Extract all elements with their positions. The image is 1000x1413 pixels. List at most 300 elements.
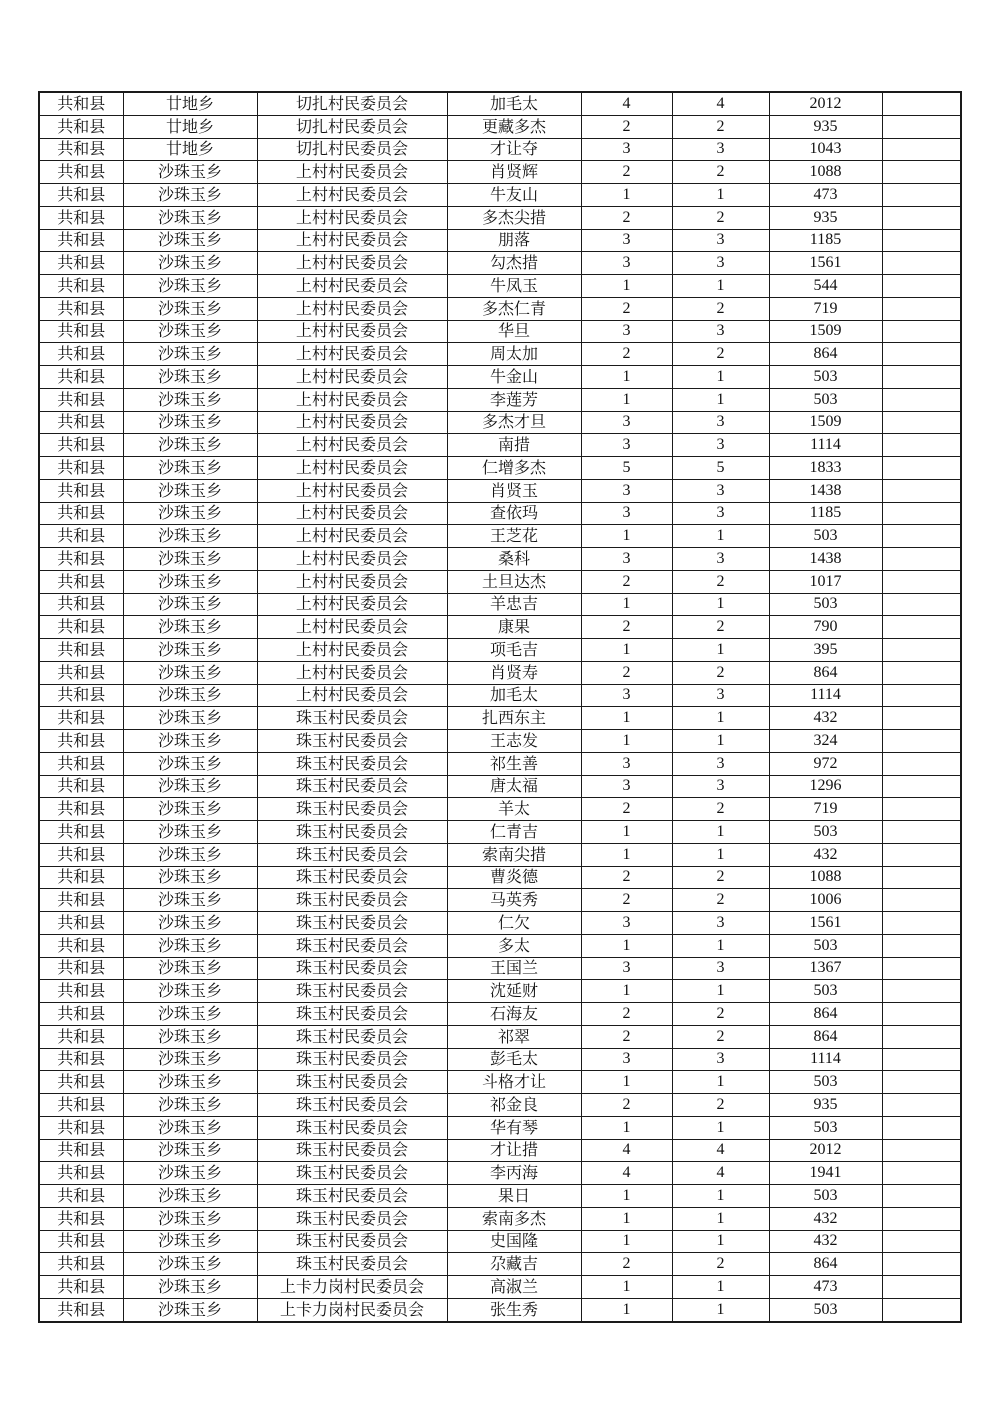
remark-cell — [882, 343, 961, 366]
county-cell: 共和县 — [39, 707, 123, 730]
village-committee-cell: 上村村民委员会 — [257, 616, 447, 639]
count-b-cell: 3 — [672, 1048, 769, 1071]
remark-cell — [882, 684, 961, 707]
table-row — [39, 957, 961, 980]
amount-cell: 935 — [769, 115, 882, 138]
count-a-cell: 1 — [581, 821, 672, 844]
count-a-cell: 1 — [581, 184, 672, 207]
name-cell: 加毛太 — [447, 684, 581, 707]
count-b-cell: 3 — [672, 229, 769, 252]
count-a-cell: 3 — [581, 548, 672, 571]
count-a-cell: 3 — [581, 684, 672, 707]
township-cell: 沙珠玉乡 — [123, 1116, 257, 1139]
table-row — [39, 297, 961, 320]
name-cell: 羊太 — [447, 798, 581, 821]
village-committee-cell: 上村村民委员会 — [257, 434, 447, 457]
county-cell: 共和县 — [39, 229, 123, 252]
count-b-cell: 3 — [672, 775, 769, 798]
count-a-cell: 4 — [581, 1139, 672, 1162]
remark-cell — [882, 252, 961, 275]
remark-cell — [882, 411, 961, 434]
amount-cell: 473 — [769, 1276, 882, 1299]
village-committee-cell: 珠玉村民委员会 — [257, 775, 447, 798]
table-row — [39, 275, 961, 298]
village-committee-cell: 上村村民委员会 — [257, 479, 447, 502]
table-row — [39, 92, 961, 115]
remark-cell — [882, 1094, 961, 1117]
name-cell: 华有琴 — [447, 1116, 581, 1139]
name-cell: 多杰才旦 — [447, 411, 581, 434]
count-b-cell: 2 — [672, 1025, 769, 1048]
name-cell: 祁翠 — [447, 1025, 581, 1048]
count-a-cell: 3 — [581, 912, 672, 935]
amount-cell: 2012 — [769, 1139, 882, 1162]
remark-cell — [882, 548, 961, 571]
table-row — [39, 1207, 961, 1230]
county-cell: 共和县 — [39, 843, 123, 866]
amount-cell: 935 — [769, 206, 882, 229]
amount-cell: 1561 — [769, 912, 882, 935]
count-b-cell: 2 — [672, 889, 769, 912]
table-row — [39, 229, 961, 252]
count-a-cell: 2 — [581, 343, 672, 366]
township-cell: 沙珠玉乡 — [123, 593, 257, 616]
count-b-cell: 2 — [672, 661, 769, 684]
amount-cell: 864 — [769, 1003, 882, 1026]
township-cell: 廿地乡 — [123, 138, 257, 161]
name-cell: 仁青吉 — [447, 821, 581, 844]
count-a-cell: 3 — [581, 752, 672, 775]
count-b-cell: 2 — [672, 570, 769, 593]
remark-cell — [882, 730, 961, 753]
county-cell: 共和县 — [39, 1185, 123, 1208]
count-a-cell: 1 — [581, 1298, 672, 1321]
township-cell: 沙珠玉乡 — [123, 1094, 257, 1117]
amount-cell: 719 — [769, 798, 882, 821]
township-cell: 沙珠玉乡 — [123, 388, 257, 411]
count-a-cell: 2 — [581, 889, 672, 912]
count-a-cell: 1 — [581, 1071, 672, 1094]
name-cell: 沈延财 — [447, 980, 581, 1003]
count-a-cell: 3 — [581, 138, 672, 161]
count-a-cell: 5 — [581, 457, 672, 480]
count-a-cell: 2 — [581, 661, 672, 684]
count-a-cell: 2 — [581, 798, 672, 821]
township-cell: 沙珠玉乡 — [123, 752, 257, 775]
name-cell: 肖贤玉 — [447, 479, 581, 502]
count-a-cell: 1 — [581, 275, 672, 298]
remark-cell — [882, 593, 961, 616]
county-cell: 共和县 — [39, 616, 123, 639]
township-cell: 沙珠玉乡 — [123, 479, 257, 502]
township-cell: 沙珠玉乡 — [123, 661, 257, 684]
remark-cell — [882, 957, 961, 980]
count-a-cell: 1 — [581, 1116, 672, 1139]
county-cell: 共和县 — [39, 479, 123, 502]
name-cell: 肖贤寿 — [447, 661, 581, 684]
amount-cell: 503 — [769, 980, 882, 1003]
township-cell: 沙珠玉乡 — [123, 957, 257, 980]
village-committee-cell: 珠玉村民委员会 — [257, 1003, 447, 1026]
county-cell: 共和县 — [39, 548, 123, 571]
remark-cell — [882, 138, 961, 161]
count-b-cell: 2 — [672, 161, 769, 184]
count-b-cell: 3 — [672, 912, 769, 935]
village-committee-cell: 珠玉村民委员会 — [257, 1185, 447, 1208]
amount-cell: 503 — [769, 388, 882, 411]
count-b-cell: 3 — [672, 320, 769, 343]
village-committee-cell: 上村村民委员会 — [257, 593, 447, 616]
table-row — [39, 570, 961, 593]
count-b-cell: 1 — [672, 184, 769, 207]
name-cell: 朋落 — [447, 229, 581, 252]
name-cell: 勾杰措 — [447, 252, 581, 275]
count-a-cell: 1 — [581, 730, 672, 753]
amount-cell: 544 — [769, 275, 882, 298]
township-cell: 沙珠玉乡 — [123, 457, 257, 480]
name-cell: 石海友 — [447, 1003, 581, 1026]
township-cell: 沙珠玉乡 — [123, 1276, 257, 1299]
remark-cell — [882, 525, 961, 548]
count-a-cell: 1 — [581, 934, 672, 957]
count-b-cell: 1 — [672, 707, 769, 730]
amount-cell: 503 — [769, 821, 882, 844]
amount-cell: 432 — [769, 1230, 882, 1253]
amount-cell: 503 — [769, 1116, 882, 1139]
village-committee-cell: 上卡力岗村民委员会 — [257, 1298, 447, 1321]
village-committee-cell: 切扎村民委员会 — [257, 115, 447, 138]
name-cell: 李丙海 — [447, 1162, 581, 1185]
table-row — [39, 843, 961, 866]
village-committee-cell: 上村村民委员会 — [257, 252, 447, 275]
table-row — [39, 684, 961, 707]
county-cell: 共和县 — [39, 92, 123, 115]
count-a-cell: 4 — [581, 1162, 672, 1185]
township-cell: 沙珠玉乡 — [123, 730, 257, 753]
county-cell: 共和县 — [39, 570, 123, 593]
count-b-cell: 1 — [672, 1116, 769, 1139]
township-cell: 沙珠玉乡 — [123, 570, 257, 593]
table-row — [39, 548, 961, 571]
count-a-cell: 3 — [581, 479, 672, 502]
name-cell: 土旦达杰 — [447, 570, 581, 593]
township-cell: 沙珠玉乡 — [123, 1207, 257, 1230]
count-a-cell: 2 — [581, 161, 672, 184]
amount-cell: 395 — [769, 639, 882, 662]
amount-cell: 1509 — [769, 320, 882, 343]
count-b-cell: 1 — [672, 1071, 769, 1094]
name-cell: 羊忠吉 — [447, 593, 581, 616]
remark-cell — [882, 1185, 961, 1208]
county-cell: 共和县 — [39, 821, 123, 844]
township-cell: 沙珠玉乡 — [123, 275, 257, 298]
county-cell: 共和县 — [39, 457, 123, 480]
name-cell: 斗格才让 — [447, 1071, 581, 1094]
county-cell: 共和县 — [39, 297, 123, 320]
table-row — [39, 1276, 961, 1299]
remark-cell — [882, 775, 961, 798]
count-a-cell: 1 — [581, 1207, 672, 1230]
count-b-cell: 3 — [672, 957, 769, 980]
county-cell: 共和县 — [39, 1025, 123, 1048]
remark-cell — [882, 161, 961, 184]
count-a-cell: 1 — [581, 980, 672, 1003]
village-committee-cell: 上村村民委员会 — [257, 275, 447, 298]
remark-cell — [882, 92, 961, 115]
village-committee-cell: 上村村民委员会 — [257, 684, 447, 707]
count-b-cell: 4 — [672, 92, 769, 115]
county-cell: 共和县 — [39, 1139, 123, 1162]
count-b-cell: 2 — [672, 343, 769, 366]
count-b-cell: 1 — [672, 843, 769, 866]
remark-cell — [882, 115, 961, 138]
table-row — [39, 343, 961, 366]
table-row — [39, 639, 961, 662]
amount-cell: 972 — [769, 752, 882, 775]
count-a-cell: 2 — [581, 616, 672, 639]
count-a-cell: 1 — [581, 388, 672, 411]
remark-cell — [882, 320, 961, 343]
count-b-cell: 1 — [672, 275, 769, 298]
county-cell: 共和县 — [39, 161, 123, 184]
village-committee-cell: 切扎村民委员会 — [257, 138, 447, 161]
count-b-cell: 2 — [672, 616, 769, 639]
count-a-cell: 3 — [581, 411, 672, 434]
name-cell: 多太 — [447, 934, 581, 957]
village-committee-cell: 上村村民委员会 — [257, 320, 447, 343]
name-cell: 史国隆 — [447, 1230, 581, 1253]
count-a-cell: 1 — [581, 639, 672, 662]
township-cell: 沙珠玉乡 — [123, 548, 257, 571]
count-a-cell: 4 — [581, 92, 672, 115]
name-cell: 仁欠 — [447, 912, 581, 935]
village-committee-cell: 上村村民委员会 — [257, 184, 447, 207]
name-cell: 牛凤玉 — [447, 275, 581, 298]
county-cell: 共和县 — [39, 775, 123, 798]
township-cell: 沙珠玉乡 — [123, 252, 257, 275]
village-committee-cell: 上村村民委员会 — [257, 388, 447, 411]
village-committee-cell: 上村村民委员会 — [257, 548, 447, 571]
township-cell: 沙珠玉乡 — [123, 1253, 257, 1276]
village-committee-cell: 珠玉村民委员会 — [257, 866, 447, 889]
count-a-cell: 2 — [581, 1025, 672, 1048]
county-cell: 共和县 — [39, 1116, 123, 1139]
count-b-cell: 2 — [672, 866, 769, 889]
amount-cell: 473 — [769, 184, 882, 207]
count-a-cell: 3 — [581, 320, 672, 343]
county-cell: 共和县 — [39, 889, 123, 912]
table-row — [39, 616, 961, 639]
name-cell: 果日 — [447, 1185, 581, 1208]
village-committee-cell: 上村村民委员会 — [257, 366, 447, 389]
amount-cell: 1367 — [769, 957, 882, 980]
name-cell: 康果 — [447, 616, 581, 639]
count-a-cell: 2 — [581, 1253, 672, 1276]
remark-cell — [882, 889, 961, 912]
table-row — [39, 161, 961, 184]
name-cell: 高淑兰 — [447, 1276, 581, 1299]
count-a-cell: 3 — [581, 775, 672, 798]
county-cell: 共和县 — [39, 434, 123, 457]
county-cell: 共和县 — [39, 343, 123, 366]
county-cell: 共和县 — [39, 184, 123, 207]
remark-cell — [882, 752, 961, 775]
remark-cell — [882, 502, 961, 525]
remark-cell — [882, 297, 961, 320]
count-b-cell: 2 — [672, 798, 769, 821]
table-row — [39, 366, 961, 389]
remark-cell — [882, 184, 961, 207]
village-committee-cell: 珠玉村民委员会 — [257, 707, 447, 730]
remark-cell — [882, 1116, 961, 1139]
name-cell: 周太加 — [447, 343, 581, 366]
name-cell: 祁金良 — [447, 1094, 581, 1117]
count-b-cell: 2 — [672, 1253, 769, 1276]
name-cell: 南措 — [447, 434, 581, 457]
table-row — [39, 1071, 961, 1094]
amount-cell: 503 — [769, 366, 882, 389]
count-b-cell: 1 — [672, 366, 769, 389]
amount-cell: 1114 — [769, 434, 882, 457]
table-row — [39, 252, 961, 275]
amount-cell: 432 — [769, 1207, 882, 1230]
name-cell: 索南多杰 — [447, 1207, 581, 1230]
village-committee-cell: 上村村民委员会 — [257, 161, 447, 184]
township-cell: 沙珠玉乡 — [123, 889, 257, 912]
amount-cell: 324 — [769, 730, 882, 753]
name-cell: 王国兰 — [447, 957, 581, 980]
village-committee-cell: 珠玉村民委员会 — [257, 1253, 447, 1276]
remark-cell — [882, 661, 961, 684]
count-a-cell: 1 — [581, 707, 672, 730]
table-row — [39, 980, 961, 1003]
township-cell: 沙珠玉乡 — [123, 639, 257, 662]
count-a-cell: 2 — [581, 1094, 672, 1117]
name-cell: 张生秀 — [447, 1298, 581, 1321]
table-row — [39, 593, 961, 616]
count-a-cell: 1 — [581, 366, 672, 389]
table-row — [39, 934, 961, 957]
table-row — [39, 457, 961, 480]
township-cell: 沙珠玉乡 — [123, 343, 257, 366]
remark-cell — [882, 434, 961, 457]
amount-cell: 503 — [769, 1071, 882, 1094]
county-cell: 共和县 — [39, 411, 123, 434]
table-row — [39, 388, 961, 411]
count-b-cell: 4 — [672, 1162, 769, 1185]
township-cell: 沙珠玉乡 — [123, 1162, 257, 1185]
count-b-cell: 1 — [672, 1230, 769, 1253]
name-cell: 马英秀 — [447, 889, 581, 912]
county-cell: 共和县 — [39, 934, 123, 957]
township-cell: 沙珠玉乡 — [123, 161, 257, 184]
count-a-cell: 1 — [581, 843, 672, 866]
count-b-cell: 3 — [672, 752, 769, 775]
village-committee-cell: 上村村民委员会 — [257, 525, 447, 548]
count-a-cell: 3 — [581, 434, 672, 457]
county-cell: 共和县 — [39, 798, 123, 821]
village-committee-cell: 珠玉村民委员会 — [257, 798, 447, 821]
village-committee-cell: 珠玉村民委员会 — [257, 1025, 447, 1048]
village-committee-cell: 上村村民委员会 — [257, 502, 447, 525]
remark-cell — [882, 1207, 961, 1230]
amount-cell: 432 — [769, 707, 882, 730]
amount-cell: 935 — [769, 1094, 882, 1117]
township-cell: 沙珠玉乡 — [123, 366, 257, 389]
county-cell: 共和县 — [39, 752, 123, 775]
amount-cell: 1017 — [769, 570, 882, 593]
township-cell: 沙珠玉乡 — [123, 798, 257, 821]
count-b-cell: 2 — [672, 297, 769, 320]
count-b-cell: 1 — [672, 821, 769, 844]
township-cell: 沙珠玉乡 — [123, 821, 257, 844]
table-row — [39, 184, 961, 207]
count-b-cell: 1 — [672, 525, 769, 548]
count-a-cell: 3 — [581, 229, 672, 252]
table-row — [39, 502, 961, 525]
village-committee-cell: 珠玉村民委员会 — [257, 1116, 447, 1139]
township-cell: 沙珠玉乡 — [123, 297, 257, 320]
table-row — [39, 206, 961, 229]
county-cell: 共和县 — [39, 1048, 123, 1071]
remark-cell — [882, 1003, 961, 1026]
count-a-cell: 1 — [581, 593, 672, 616]
county-cell: 共和县 — [39, 1162, 123, 1185]
name-cell: 唐太福 — [447, 775, 581, 798]
township-cell: 沙珠玉乡 — [123, 1003, 257, 1026]
township-cell: 沙珠玉乡 — [123, 206, 257, 229]
amount-cell: 1438 — [769, 548, 882, 571]
county-cell: 共和县 — [39, 1207, 123, 1230]
village-committee-cell: 切扎村民委员会 — [257, 92, 447, 115]
remark-cell — [882, 366, 961, 389]
remark-cell — [882, 980, 961, 1003]
amount-cell: 503 — [769, 1298, 882, 1321]
county-cell: 共和县 — [39, 275, 123, 298]
township-cell: 廿地乡 — [123, 92, 257, 115]
township-cell: 沙珠玉乡 — [123, 866, 257, 889]
village-committee-cell: 珠玉村民委员会 — [257, 1094, 447, 1117]
village-committee-cell: 上卡力岗村民委员会 — [257, 1276, 447, 1299]
count-b-cell: 3 — [672, 434, 769, 457]
name-cell: 彭毛太 — [447, 1048, 581, 1071]
village-committee-cell: 上村村民委员会 — [257, 297, 447, 320]
amount-cell: 1833 — [769, 457, 882, 480]
remark-cell — [882, 616, 961, 639]
township-cell: 沙珠玉乡 — [123, 775, 257, 798]
count-a-cell: 3 — [581, 502, 672, 525]
amount-cell: 1185 — [769, 502, 882, 525]
village-committee-cell: 珠玉村民委员会 — [257, 752, 447, 775]
village-committee-cell: 珠玉村民委员会 — [257, 934, 447, 957]
village-committee-cell: 珠玉村民委员会 — [257, 730, 447, 753]
county-cell: 共和县 — [39, 502, 123, 525]
village-committee-cell: 上村村民委员会 — [257, 570, 447, 593]
village-committee-cell: 珠玉村民委员会 — [257, 912, 447, 935]
count-b-cell: 3 — [672, 684, 769, 707]
table-row — [39, 821, 961, 844]
remark-cell — [882, 798, 961, 821]
township-cell: 沙珠玉乡 — [123, 184, 257, 207]
count-b-cell: 5 — [672, 457, 769, 480]
remark-cell — [882, 934, 961, 957]
count-b-cell: 2 — [672, 1094, 769, 1117]
count-b-cell: 1 — [672, 730, 769, 753]
count-b-cell: 3 — [672, 138, 769, 161]
remark-cell — [882, 1025, 961, 1048]
township-cell: 沙珠玉乡 — [123, 1048, 257, 1071]
amount-cell: 1561 — [769, 252, 882, 275]
